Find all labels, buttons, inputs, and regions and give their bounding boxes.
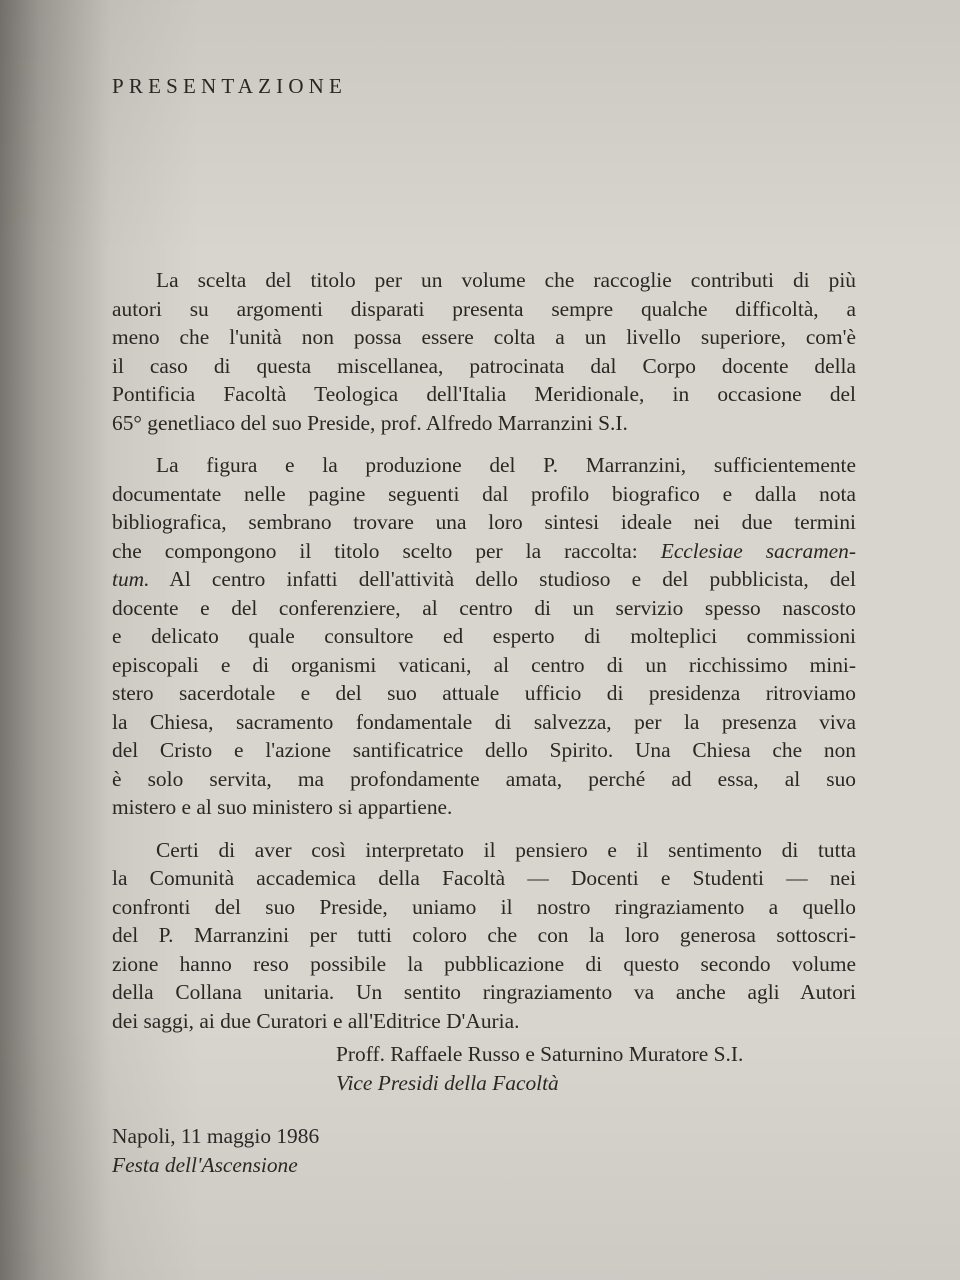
paragraph-1 — [112, 266, 856, 437]
text-line: la Chiesa, sacramento fondamentale di salvezza, per la presenza viva — [112, 709, 856, 734]
book-title-italic: tum. — [112, 567, 150, 591]
text-line: la Comunità accademica della Facoltà — Docenti e Studenti — nei — [112, 866, 856, 890]
text-line: episcopali e di organismi vaticani, al centro di un ricchissimo mini- — [112, 652, 856, 677]
text-line: il caso di questa miscellanea, patrocinata dal Corpo docente della — [112, 353, 856, 378]
text-line: 65° genetliaco del suo Preside, prof. Alfredo Marranzini S.I. — [112, 410, 628, 435]
text-line: stero sacerdotale e del suo attuale ufficio di presidenza ritroviamo — [112, 681, 856, 705]
text-line: zione hanno reso possibile la pubblicazione di questo secondo volume — [112, 951, 856, 976]
page-title: PRESENTAZIONE — [112, 74, 348, 98]
text-line: è solo servita, ma profondamente amata, perché ad essa, al suo — [112, 766, 856, 791]
text-line: del Cristo e l'azione santificatrice dello Spirito. Una Chiesa che non — [112, 738, 856, 762]
feast-day: Festa dell'Ascensione — [112, 1152, 298, 1177]
text-line: e delicato quale consultore ed esperto di molteplici commissioni — [112, 624, 856, 648]
text-line: confronti del suo Preside, uniamo il nostro ringraziamento a quello — [112, 894, 856, 919]
signature-role: Vice Presidi della Facoltà — [336, 1070, 559, 1095]
place-date: Napoli, 11 maggio 1986 — [112, 1124, 320, 1148]
text-line: meno che l'unità non possa essere colta a un livello superiore, com'è — [112, 325, 856, 349]
text-line: dei saggi, ai due Curatori e all'Editrice D'Auria. — [112, 1008, 520, 1033]
text-segment: che compongono il titolo scelto per la raccolta: — [112, 538, 661, 563]
text-segment: Al centro infatti dell'attività dello studioso e del pubblicista, del — [149, 567, 856, 591]
text-line: docente e del conferenziere, al centro di un servizio spesso nascosto — [112, 595, 856, 620]
text-line: bibliografica, sembrano trovare una loro sintesi ideale nei due termini — [112, 510, 856, 534]
text-line: Pontificia Facoltà Teologica dell'Italia Meridionale, in occasione del — [112, 382, 856, 406]
text-line: della Collana unitaria. Un sentito ringraziamento va anche agli Autori — [112, 980, 856, 1004]
body-text — [112, 266, 856, 1035]
text-line: mistero e al suo ministero si appartiene. — [112, 795, 453, 819]
text-line: La scelta del titolo per un volume che raccoglie contributi di più — [156, 268, 856, 292]
text-line: documentate nelle pagine seguenti dal profilo biografico e dalla nota — [112, 481, 856, 506]
book-title-italic: Ecclesiae sacramen- — [660, 538, 856, 563]
paragraph-3 — [112, 836, 856, 1036]
text-line: autori su argomenti disparati presenta sempre qualche difficoltà, a — [112, 296, 856, 321]
text-line — [112, 537, 856, 566]
text-line — [112, 565, 856, 594]
paragraph-2 — [112, 451, 856, 822]
text-line: La figura e la produzione del P. Marranzini, sufficientemente — [156, 453, 856, 477]
place-date-block — [112, 1122, 319, 1179]
signature-names: Proff. Raffaele Russo e Saturnino Muratore S.I. — [336, 1042, 744, 1066]
signature-block — [336, 1040, 743, 1097]
text-line: del P. Marranzini per tutti coloro che con la loro generosa sottoscri- — [112, 923, 856, 947]
text-line: Certi di aver così interpretato il pensiero e il sentimento di tutta — [156, 837, 856, 862]
